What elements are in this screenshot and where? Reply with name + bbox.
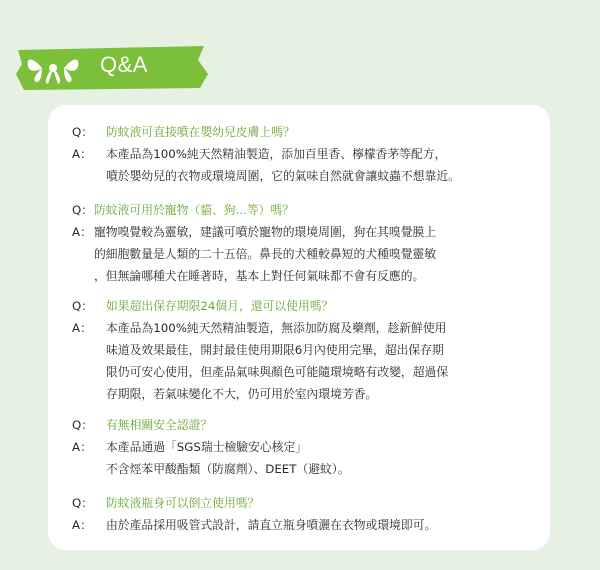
answer-line: 不含烴苯甲酸酯類（防腐劑）、DEET（避蚊）。: [106, 462, 350, 476]
banner-title: Q&A: [100, 52, 148, 77]
a-label: A：: [72, 440, 92, 454]
qa-item-2: [72, 199, 542, 287]
question-text: 有無相關安全認證？: [106, 418, 213, 432]
q-label: Q：: [72, 203, 94, 217]
a-label: A：: [72, 518, 92, 532]
answer-line: 存期限，若氣味變化不大，仍可用於室內環境芳香。: [106, 387, 378, 401]
qa-item-4: [72, 414, 542, 480]
a-label: A：: [72, 225, 92, 239]
qa-item-1: [72, 121, 542, 187]
answer-line: 味道及效果最佳，開封最佳使用期限6月內使用完畢，超出保存期: [106, 343, 444, 357]
q-label: Q：: [72, 125, 94, 139]
q-label: Q：: [72, 418, 94, 432]
answer-line: 噴於嬰幼兒的衣物或環境周圍，它的氣味自然就會讓蚊蟲不想靠近。: [106, 169, 460, 183]
q-label: Q：: [72, 496, 94, 510]
answer-line: 本產品為100%純天然精油製造，無添加防腐及藥劑，趁新鮮使用: [106, 321, 447, 335]
qa-item-5: [72, 492, 542, 536]
a-label: A：: [72, 147, 92, 161]
answer-line: 本產品為100%純天然精油製造，添加百里香、檸檬香茅等配方，: [106, 147, 447, 161]
answer-line: 由於產品採用吸管式設計，請直立瓶身噴灑在衣物或環境即可。: [106, 518, 437, 532]
answer-line: 本產品通過「SGS瑞士檢驗安心核定」: [106, 440, 308, 454]
a-label: A：: [72, 321, 92, 335]
question-text: 防蚊液可用於寵物（貓、狗...等）嗎？: [94, 203, 295, 217]
question-text: 防蚊液可直接噴在嬰幼兒皮膚上嗎？: [106, 125, 295, 139]
q-label: Q：: [72, 299, 94, 313]
qa-item-3: [72, 295, 542, 405]
question-text: 如果超出保存期限24個月，還可以使用嗎？: [106, 299, 334, 313]
question-text: 防蚊液瓶身可以倒立使用嗎？: [106, 496, 260, 510]
answer-line: 的細胞數量是人類的二十五倍。鼻長的犬種較鼻短的犬種嗅覺靈敏: [94, 247, 437, 261]
answer-line: ，但無論哪種犬在睡著時，基本上對任何氣味都不會有反應的。: [94, 269, 425, 283]
answer-line: 寵物嗅覺較為靈敏，建議可噴於寵物的環境周圍，狗在其嗅覺膜上: [94, 225, 437, 239]
qa-banner: [14, 44, 210, 92]
answer-line: 限仍可安心使用，但產品氣味與顏色可能隨環境略有改變，超過保: [106, 365, 449, 379]
